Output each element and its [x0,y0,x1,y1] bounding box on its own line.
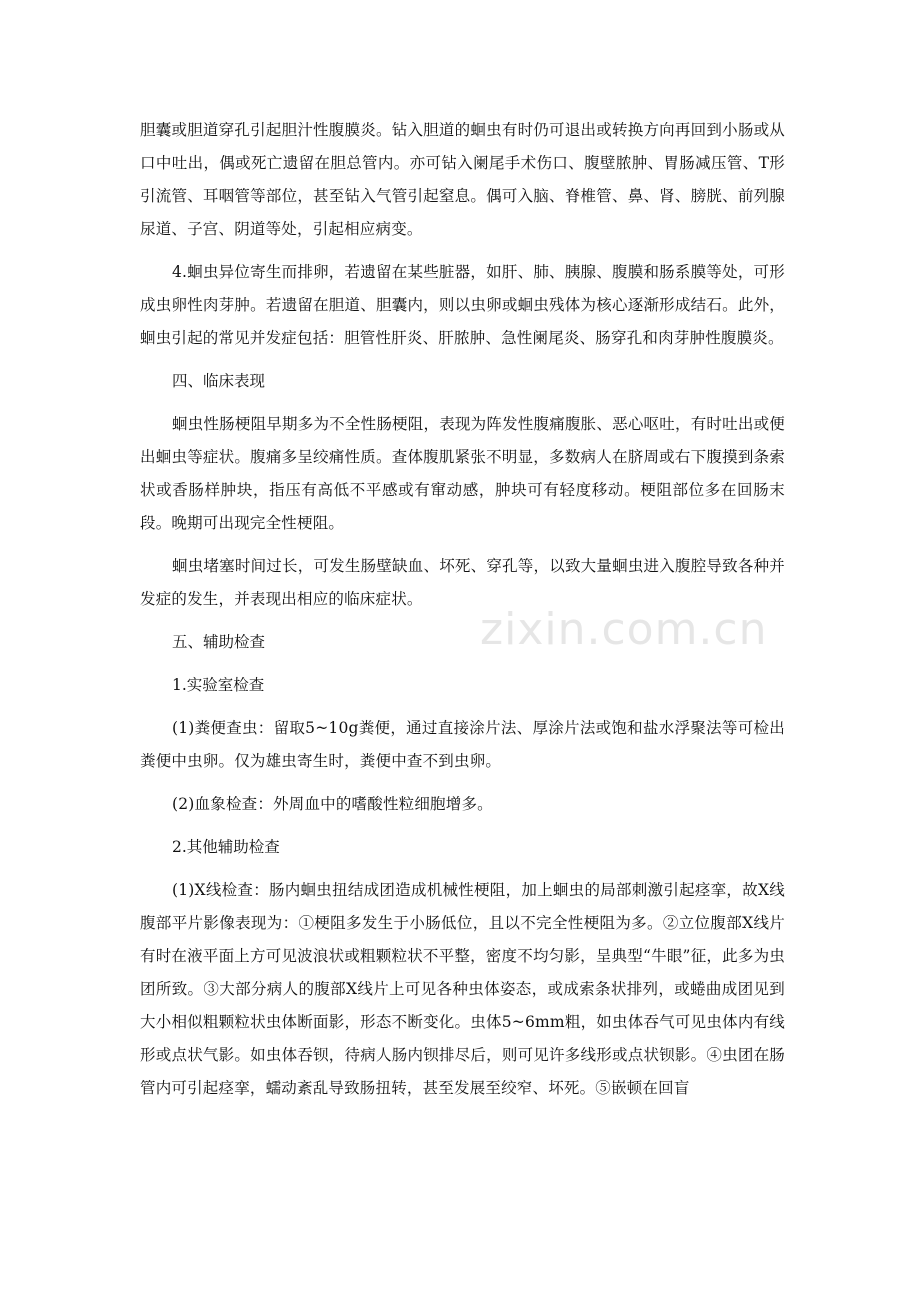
paragraph-ectopic-eggs: 4.蛔虫异位寄生而排卵，若遗留在某些脏器，如肝、肺、胰腺、腹膜和肠系膜等处，可形成虫卵性肉芽肿。若遗留在胆道、胆囊内，则以虫卵或蛔虫残体为核心逐渐形成结石。此外，蛔虫引起的常见并发症包括：胆管性肝炎、肝脓肿、急性阑尾炎、肠穿孔和肉芽肿性腹膜炎。 [140,263,785,347]
paragraph-xray-exam: (1)X线检查：肠内蛔虫扭结成团造成机械性梗阻，加上蛔虫的局部刺激引起痉挛，故X线腹部平片影像表现为：①梗阻多发生于小肠低位，且以不完全性梗阻为多。②立位腹部X线片有时在液平面上方可见波浪状或粗颗粒状不平整，密度不均匀影，呈典型“牛眼”征，此多为虫团所致。③大部分病人的腹部X线片上可见各种虫体姿态，或成索条状排列，或蜷曲成团见到大小相似粗颗粒状虫体断面影，形态不断变化。虫体5~6mm粗，如虫体吞气可见虫体内有线形或点状气影。如虫体吞钡，待病人肠内钡排尽后，则可见许多线形或点状钡影。④虫团在肠管内可引起痉挛，蠕动紊乱导致肠扭转，甚至发展至绞窄、坏死。⑤嵌顿在回盲 [140,881,785,1097]
paragraph-complications-continued: 胆囊或胆道穿孔引起胆汁性腹膜炎。钻入胆道的蛔虫有时仍可退出或转换方向再回到小肠或从口中吐出，偶或死亡遗留在胆总管内。亦可钻入阑尾手术伤口、腹壁脓肿、胃肠减压管、T形引流管、耳咽管等部位，甚至钻入气管引起窒息。偶可入脑、脊椎管、鼻、肾、膀胱、前列腺尿道、子宫、阴道等处，引起相应病变。 [140,121,785,238]
section-heading-clinical-manifestations: 四、临床表现 [172,372,266,390]
document-body [140,114,785,1115]
paragraph-stool-exam: (1)粪便查虫：留取5~10g粪便，通过直接涂片法、厚涂片法或饱和盐水浮聚法等可检出粪便中虫卵。仅为雄虫寄生时，粪便中查不到虫卵。 [140,719,785,770]
watermark: zixin.com.cn [480,604,768,655]
subheading-other-exams: 2.其他辅助检查 [172,838,280,856]
subheading-lab-exams: 1.实验室检查 [172,676,265,694]
paragraph-prolonged-blockage: 蛔虫堵塞时间过长，可发生肠壁缺血、坏死、穿孔等，以致大量蛔虫进入腹腔导致各种并发症的发生，并表现出相应的临床症状。 [140,557,785,608]
paragraph-intestinal-obstruction: 蛔虫性肠梗阻早期多为不全性肠梗阻，表现为阵发性腹痛腹胀、恶心呕吐，有时吐出或便出蛔虫等症状。腹痛多呈绞痛性质。查体腹肌紧张不明显，多数病人在脐周或右下腹摸到条索状或香肠样肿块，指压有高低不平感或有窜动感，肿块可有轻度移动。梗阻部位多在回肠末段。晚期可出现完全性梗阻。 [140,415,785,532]
section-heading-auxiliary-exams: 五、辅助检查 [172,633,266,651]
paragraph-blood-exam: (2)血象检查：外周血中的嗜酸性粒细胞增多。 [172,795,493,813]
